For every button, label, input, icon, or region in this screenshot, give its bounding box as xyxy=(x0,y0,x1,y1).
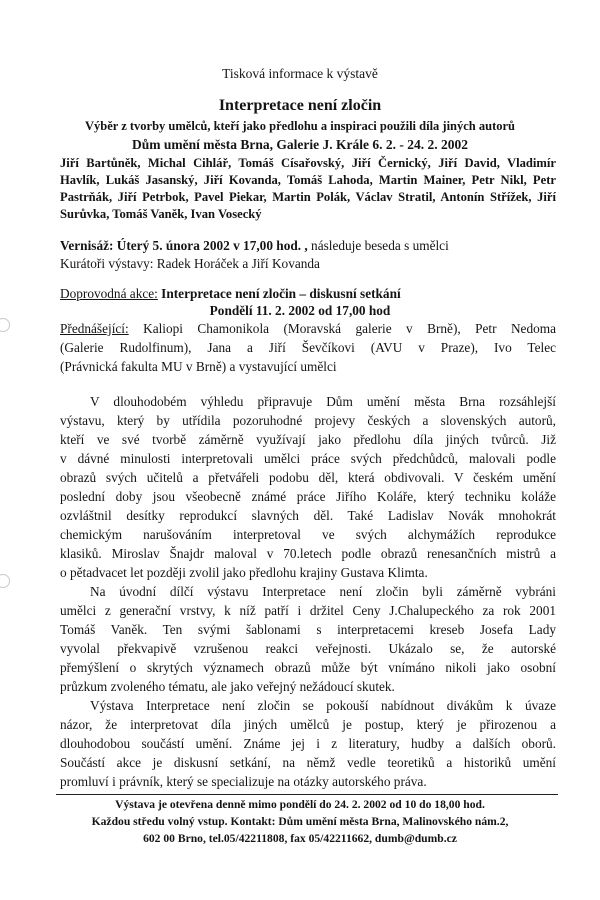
artists-line: Havlík, Lukáš Jasanský, Jiří Kovanda, Tomáš Lahoda, Martin Mainer, Petr Nikl, Petr xyxy=(60,173,556,187)
body-paragraph-line: chemickým narušováním interpretoval ve svých alchymážích reprodukce xyxy=(60,527,556,542)
body-paragraph-line: vyvolal překvapivě vzrušenou reakci veřejnosti. Ukázalo se, že autorské xyxy=(60,641,556,656)
body-paragraph-line: obrazů svých učitelů a přetvářeli podobu děl, která obdivovali. V českém umění xyxy=(60,470,556,485)
artists-line: Surůvka, Tomáš Vaněk, Ivan Vosecký xyxy=(60,207,262,221)
footer-address: 602 00 Brno, tel.05/42211808, fax 05/42211662, dumb@dumb.cz xyxy=(143,832,457,845)
body-paragraph-line: Na úvodní dílčí výstavu Interpretace není zločin byli záměrně vybráni xyxy=(90,584,556,599)
body-paragraph-line: Součástí akce je diskusní setkání, na němž vedle teoretiků a historiků umění xyxy=(60,755,556,770)
speakers-text: Kaliopi Chamonikola (Moravská galerie v Brně), Petr Nedoma xyxy=(128,321,556,336)
speakers-line: (Galerie Rudolfinum), Jana a Jiří Ševčíkovi (AVU v Praze), Ivo Telec xyxy=(60,340,556,355)
exhibition-venue: Dům umění města Brna, Galerie J. Krále 6. 2. - 24. 2. 2002 xyxy=(132,137,468,152)
body-paragraph-line: přemýšlení o skrytých významech obrazů může být vnímáno nikoli jako osobní xyxy=(60,660,556,675)
vernisaz-line xyxy=(60,238,556,257)
curators-line: Kurátoři výstavy: Radek Horáček a Jiří Kovanda xyxy=(60,256,320,271)
artists-line: Jiří Bartůněk, Michal Cihlář, Tomáš Císařovský, Jiří Černický, Jiří David, Vladimír xyxy=(60,156,556,170)
body-paragraph-line: poslední doby jsou všeobecně známé práce Jiřího Koláře, který techniku koláže xyxy=(60,489,556,504)
body-paragraph-line: klasiků. Miroslav Šnajdr maloval v 70.letech podle obrazů renesančních mistrů a xyxy=(60,546,556,561)
speakers-line xyxy=(60,321,556,340)
vernisaz-date: Vernisáž: Úterý 5. února 2002 v 17,00 hod. , xyxy=(60,238,308,253)
punch-hole-mark xyxy=(0,574,10,588)
document-kind: Tisková informace k výstavě xyxy=(222,66,378,81)
body-paragraph-line: v dávné minulosti interpretovali umělci práce svých předchůdců, malovali podle xyxy=(60,451,556,466)
body-paragraph-line: o pětadvacet let později zvolil jako předlohu krajiny Gustava Klimta. xyxy=(60,565,428,580)
footer-opening-hours: Výstava je otevřena denně mimo pondělí do 24. 2. 2002 od 10 do 18,00 hod. xyxy=(115,798,485,811)
body-paragraph-line: průzkum zvoleného tématu, ale jako veřejný nežádoucí skutek. xyxy=(60,679,395,694)
footer-divider xyxy=(56,794,558,795)
accompanying-event-label: Doprovodná akce: xyxy=(60,286,158,301)
body-paragraph-line: V dlouhodobém výhledu připravuje Dům umění města Brna rozsáhlejší xyxy=(90,394,556,409)
exhibition-subtitle: Výběr z tvorby umělců, kteří jako předlohu a inspiraci použili díla jiných autorů xyxy=(85,119,515,133)
speakers-label: Přednášející: xyxy=(60,321,129,336)
body-paragraph-line: umělci z generační vrstvy, k níž patří i držitel Ceny J.Chalupeckého za rok 2001 xyxy=(60,603,556,618)
body-paragraph-line: kteří ve své tvorbě záměrně využívají jako předlohu díla jiných tvůrců. Již xyxy=(60,432,556,447)
body-paragraph-line: výstavu, který by utřídila pozoruhodné projevy českých a slovenských autorů, xyxy=(60,413,556,428)
vernisaz-rest: následuje beseda s umělci xyxy=(307,238,449,253)
footer-contact: Každou středu volný vstup. Kontakt: Dům umění města Brna, Malinovského nám.2, xyxy=(91,815,509,828)
body-paragraph-line: Výstava Interpretace není zločin se pokouší nabídnout divákům k úvaze xyxy=(90,698,556,713)
punch-hole-mark xyxy=(0,318,10,332)
accompanying-event-title: Interpretace není zločin – diskusní setkání xyxy=(157,286,401,301)
speakers-line: (Právnická fakulta MU v Brně) a vystavující umělci xyxy=(60,359,337,374)
body-paragraph-line: ozvláštnil desítky reprodukcí slavných děl. Také Ladislav Novák mnohokrát xyxy=(60,508,556,523)
body-paragraph-line: Tomáš Vaněk. Ten svými šablonami s interpretacemi kreseb Josefa Lady xyxy=(60,622,556,637)
body-paragraph-line: promluví i právník, který se specializuje na otázky autorského práva. xyxy=(60,774,427,789)
body-paragraph-line: dlouhodobou součástí umění. Známe jej i z literatury, hudby a dalších oborů. xyxy=(60,736,556,751)
artists-line: Pastrňák, Jiří Petrbok, Pavel Piekar, Martin Polák, Václav Stratil, Antonín Střížek, Jiří xyxy=(60,190,556,204)
exhibition-title: Interpretace není zločin xyxy=(218,97,382,114)
accompanying-event-date: Pondělí 11. 2. 2002 od 17,00 hod xyxy=(209,303,391,318)
body-paragraph-line: názor, že interpretovat díla jiných umělců je postup, který je přirozenou a xyxy=(60,717,556,732)
